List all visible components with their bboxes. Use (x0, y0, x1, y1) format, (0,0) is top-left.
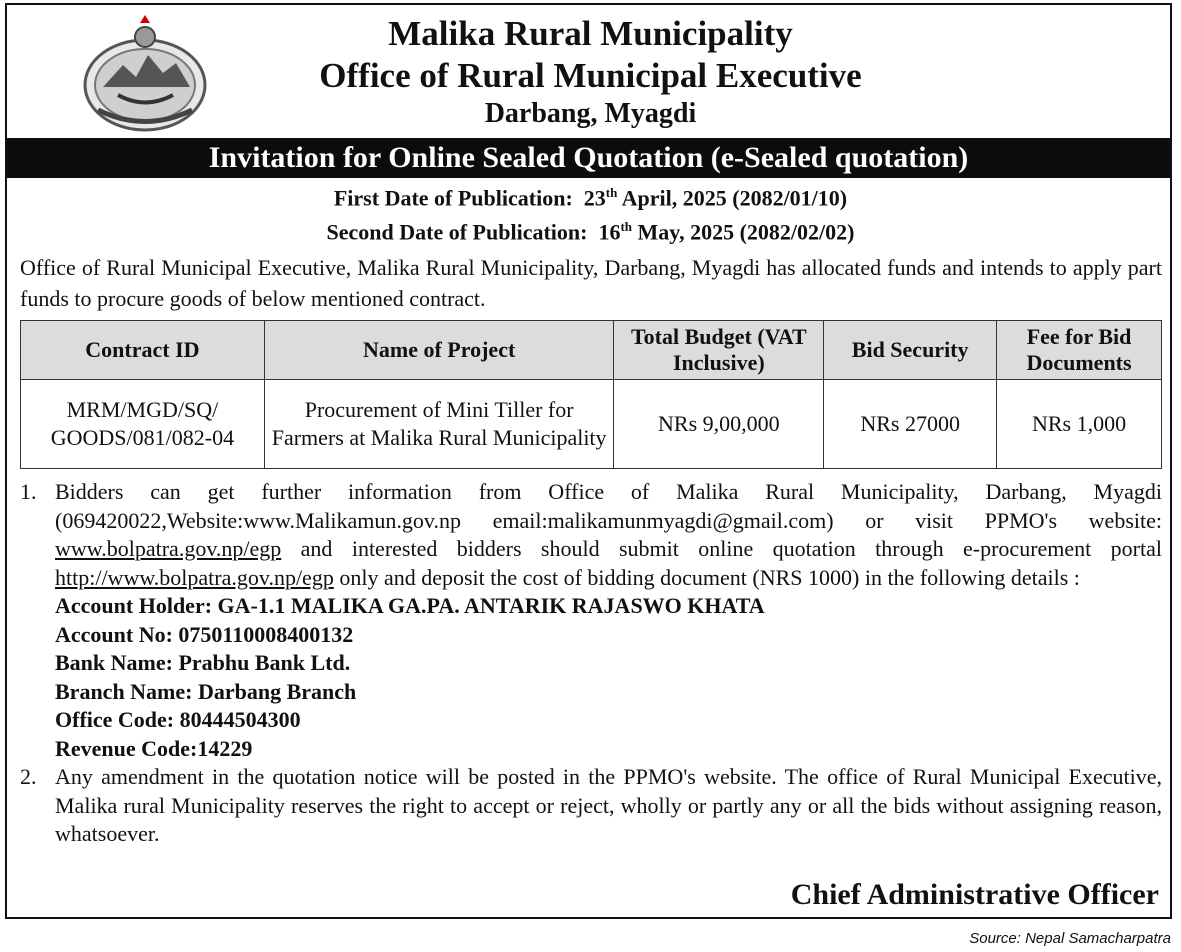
source-credit: Source: Nepal Samacharpatra (969, 930, 1171, 947)
header-project-name: Name of Project (264, 321, 614, 380)
municipality-name: Malika Rural Municipality (388, 14, 793, 53)
second-publication-date: Second Date of Publication: 16th May, 2025 (2082/02/02) (326, 219, 855, 245)
bolpatra-link[interactable]: www.bolpatra.gov.np/egp (55, 536, 282, 561)
table-header-row (21, 321, 1162, 380)
cell-contract-id: MRM/MGD/SQ/ GOODS/081/082-04 (21, 380, 265, 469)
item-number: 1. (20, 479, 37, 504)
signature-title: Chief Administrative Officer (790, 878, 1159, 911)
table-row (21, 380, 1162, 469)
account-holder: Account Holder: GA-1.1 MALIKA GA.PA. ANTARIK RAJASWO KHATA (55, 593, 765, 618)
branch-name: Branch Name: Darbang Branch (55, 678, 357, 704)
header-total-budget: Total Budget (VAT Inclusive) (614, 321, 824, 380)
revenue-code: Revenue Code:14229 (55, 735, 253, 761)
intro-paragraph: Office of Rural Municipal Executive, Malika Rural Municipality, Darbang, Myagdi has allocated funds and intends to apply part funds to procure goods of below mentioned contract. (20, 255, 1162, 311)
account-number: Account No: 0750110008400132 (55, 621, 354, 647)
cell-bid-security: NRs 27000 (824, 380, 997, 469)
notice-title: Invitation for Online Sealed Quotation (e-Sealed quotation) (7, 138, 1170, 178)
cell-fee: NRs 1,000 (997, 380, 1162, 469)
instruction-list (20, 478, 1162, 849)
header-bid-security: Bid Security (824, 321, 997, 380)
header-fee: Fee for Bid Documents (997, 321, 1162, 380)
item-number: 2. (20, 764, 37, 789)
cell-total-budget: NRs 9,00,000 (614, 380, 824, 469)
first-publication-date: First Date of Publication: 23th April, 2025 (2082/01/10) (333, 185, 848, 211)
list-item-1: 1. Bidders can get further information from Office of Malika Rural Municipality, Darbang, Myagdi (069420022,Website:www.Malikamun.gov.np email:malikamunmyagdi@gmail.com) or visit PPMO's website: www.bolpatra.gov.np/egp and interested bidders should submit online quotation through e-procurement portal http://www.bolpatra.gov.np/egp only and deposit the cost of bidding document (NRS 1000) in the following details : Account Holder: GA-1.1 MALIKA GA.PA. ANTARIK RAJASWO KHATA Account No: 0750110008400132 Bank Name: Prabhu Bank Ltd. Branch Name: Darbang Branch Office Code: 80444504300 Revenue Code:14229 (20, 478, 1162, 763)
header-contract-id: Contract ID (21, 321, 265, 380)
list-item-2: 2. Any amendment in the quotation notice will be posted in the PPMO's website. The office of Rural Municipal Executive, Malika rural Municipality reserves the right to accept or reject, wholly or partly any or all the bids without assigning reason, whatsoever. (20, 764, 1162, 846)
office-code: Office Code: 80444504300 (55, 707, 301, 732)
bolpatra-portal-link[interactable]: http://www.bolpatra.gov.np/egp (55, 564, 334, 590)
office-location: Darbang, Myagdi (484, 98, 697, 129)
office-name: Office of Rural Municipal Executive (319, 56, 862, 95)
cell-project-name: Procurement of Mini Tiller for Farmers at Malika Rural Municipality (264, 380, 614, 469)
contract-table (20, 320, 1162, 469)
bank-name: Bank Name: Prabhu Bank Ltd. (55, 650, 351, 675)
